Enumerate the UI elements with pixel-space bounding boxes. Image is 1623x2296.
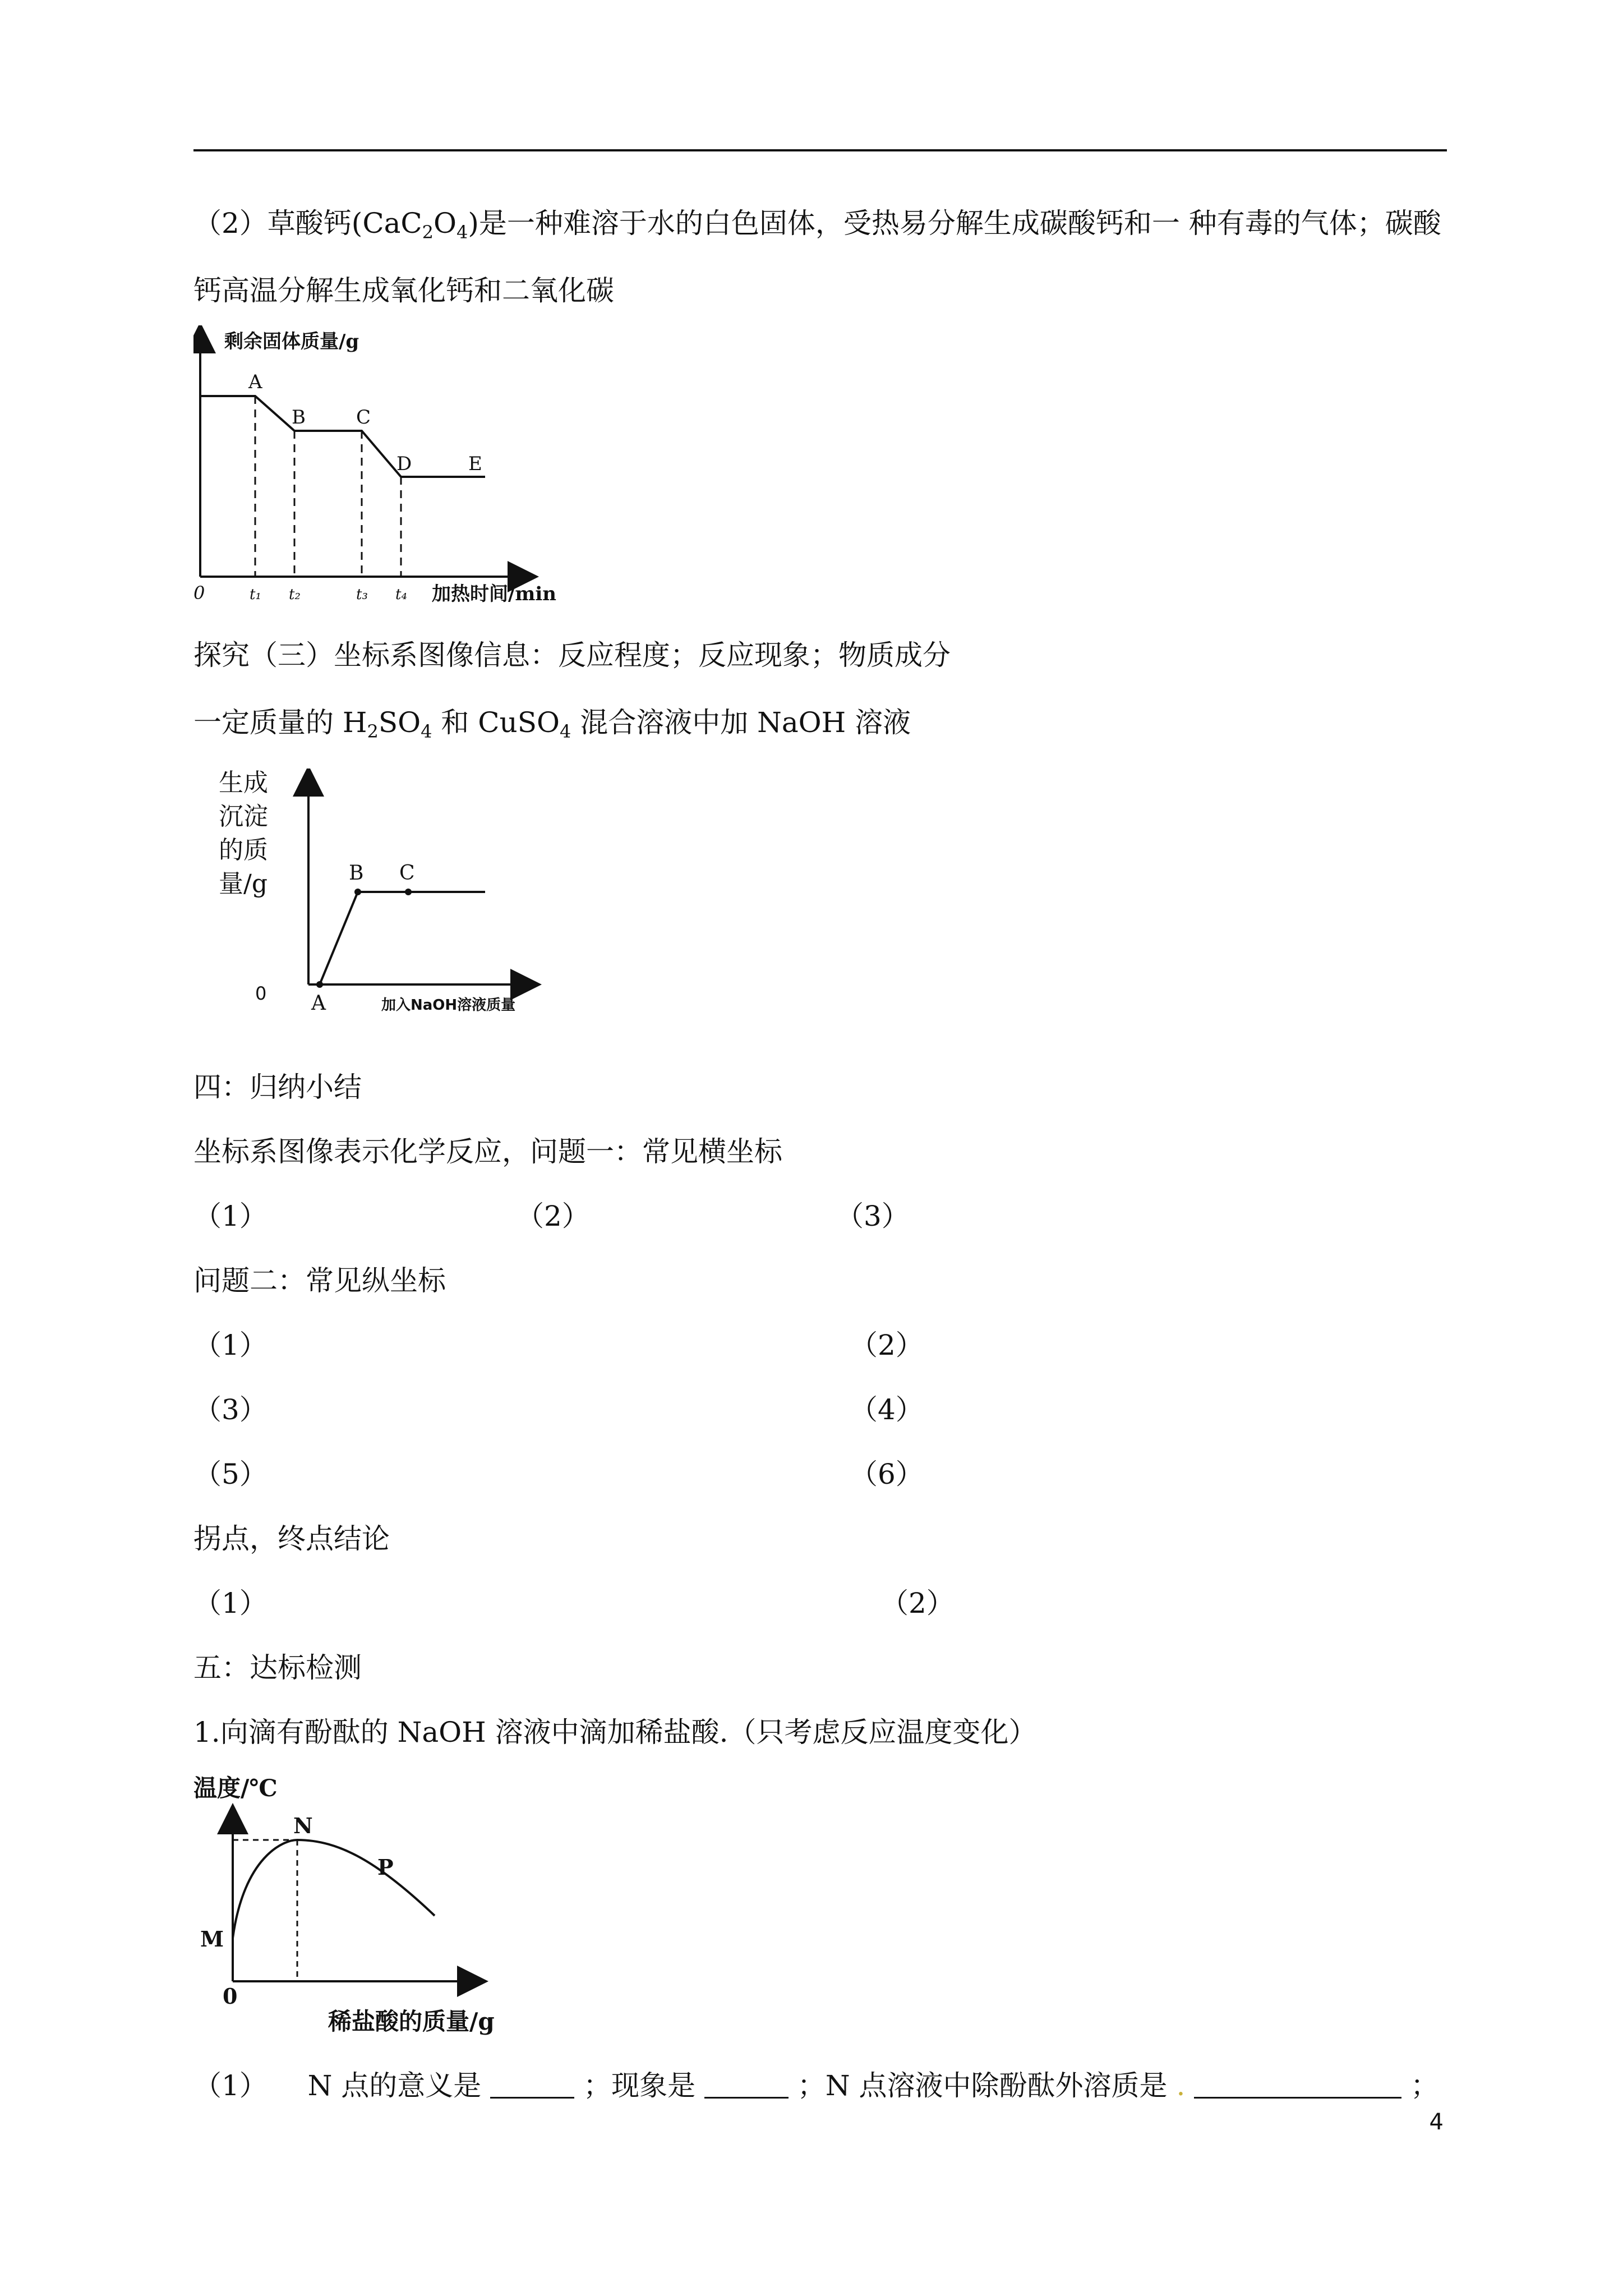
turning-point-heading: 拐点，终点结论 xyxy=(193,1522,390,1555)
y-axis-label-1: 生成 xyxy=(219,769,268,797)
x-axis-label: 加热时间/min xyxy=(432,583,557,605)
origin-label: 0 xyxy=(193,582,205,604)
section-5-heading: 五：达标检测 xyxy=(193,1651,362,1684)
question-1: 1.向滴有酚酞的 NaOH 溶液中滴加稀盐酸.（只考虑反应温度变化） xyxy=(193,1716,1037,1749)
point-d: D xyxy=(396,453,412,475)
figure-solid-mass-vs-time xyxy=(193,325,575,606)
point-b: B xyxy=(349,862,364,885)
tick-t3: t₃ xyxy=(356,586,368,603)
y-item-5: （5） xyxy=(193,1458,268,1490)
point-a: A xyxy=(311,992,326,1015)
point-c-dot xyxy=(405,889,412,895)
figure-precipitate-mass-vs-naoh xyxy=(213,769,572,1049)
point-e: E xyxy=(468,453,482,475)
explore-3-heading: 探究（三）坐标系图像信息：反应程度；反应现象；物质成分 xyxy=(193,639,951,671)
origin-label: 0 xyxy=(255,983,267,1004)
blank-solute[interactable] xyxy=(1194,2071,1401,2099)
mix-solution-line: 一定质量的 $H_2SO_4$ 和 CuSO$_4$ 混合溶液中加 NaOH 溶液 xyxy=(193,706,911,742)
stray-mark: . xyxy=(1176,2069,1186,2102)
y-item-4: （4） xyxy=(850,1393,924,1426)
point-c: C xyxy=(399,862,415,885)
question-y-axis: 问题二：常见纵坐标 xyxy=(193,1264,446,1297)
x-item-2: （2） xyxy=(516,1200,590,1232)
x-axis-label: 稀盐酸的质量/g xyxy=(328,2008,495,2035)
x-item-1: （1） xyxy=(193,1200,268,1232)
turn-item-2: （2） xyxy=(880,1587,955,1619)
figure-temperature-vs-hcl xyxy=(193,1773,597,2053)
temperature-curve xyxy=(233,1840,435,1938)
q2-line1: （2）草酸钙$(CaC_2O_4)$是一种难溶于水的白色固体，受热易分解生成碳酸钙和一 种有毒的气体；碳酸 xyxy=(193,207,1441,243)
y-axis-label: 剩余固体质量/g xyxy=(224,330,359,353)
y-axis-label: 温度/℃ xyxy=(193,1774,278,1802)
y-item-2: （2） xyxy=(850,1329,924,1361)
point-m: M xyxy=(200,1926,224,1952)
point-a: A xyxy=(248,371,262,393)
point-c: C xyxy=(356,406,371,429)
y-axis-label-3: 的质 xyxy=(219,836,268,864)
blank-meaning[interactable] xyxy=(490,2071,574,2099)
part-end: ； xyxy=(1410,2069,1439,2102)
point-b: B xyxy=(292,406,306,429)
part-b-text: ；现象是 xyxy=(583,2069,696,2102)
point-p: P xyxy=(377,1855,394,1880)
tick-t1: t₁ xyxy=(250,586,261,603)
x-item-3: （3） xyxy=(836,1200,910,1232)
tick-t4: t₄ xyxy=(395,586,407,603)
point-b-dot xyxy=(354,889,361,895)
part-c-text: ；N 点溶液中除酚酞外溶质是 xyxy=(797,2069,1168,2102)
y-item-1: （1） xyxy=(193,1329,268,1361)
question-x-axis: 坐标系图像表示化学反应，问题一：常见横坐标 xyxy=(193,1135,782,1168)
point-a-dot xyxy=(316,981,323,988)
part-number: （1） xyxy=(193,2069,268,2102)
y-item-6: （6） xyxy=(850,1458,924,1490)
mass-curve xyxy=(200,396,485,477)
blank-phenomenon[interactable] xyxy=(704,2071,789,2099)
y-item-3: （3） xyxy=(193,1393,268,1426)
question-1-part-1 xyxy=(193,2069,1438,2102)
section-4-heading: 四：归纳小结 xyxy=(193,1071,362,1103)
point-n: N xyxy=(293,1813,313,1838)
turn-item-1: （1） xyxy=(193,1587,268,1619)
page-number: 4 xyxy=(1429,2109,1444,2135)
header-rule xyxy=(193,149,1447,151)
x-axis-label: 加入NaOH溶液质量 xyxy=(381,997,516,1014)
origin-label: 0 xyxy=(223,1984,238,2009)
tick-t2: t₂ xyxy=(289,586,301,603)
y-axis-label-4: 量/g xyxy=(219,869,268,898)
part-a-text: N 点的意义是 xyxy=(307,2069,482,2102)
precipitate-curve xyxy=(320,892,485,984)
y-axis-label-2: 沉淀 xyxy=(219,802,268,831)
q2-line2: 钙高温分解生成氧化钙和二氧化碳 xyxy=(193,274,614,307)
